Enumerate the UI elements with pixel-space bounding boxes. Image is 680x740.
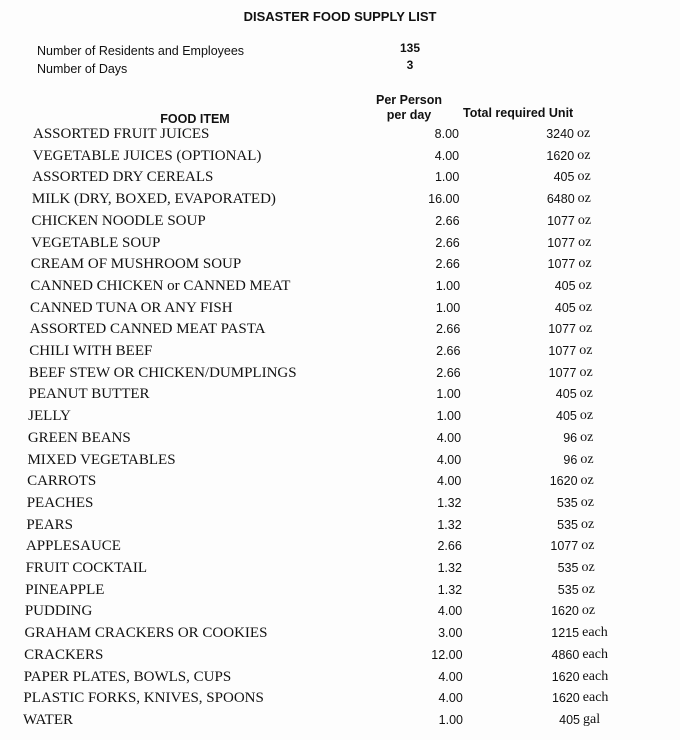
food-item-name: VEGETABLE JUICES (OPTIONAL): [32, 147, 262, 164]
unit-value: gal: [583, 711, 601, 727]
header-unit: Unit: [548, 106, 574, 120]
table-row: [0, 191, 680, 213]
food-item-name: CHICKEN NOODLE SOUP: [31, 212, 206, 229]
per-person-value: 4.00: [437, 474, 462, 489]
table-row: [0, 408, 680, 430]
food-item-name: PEACHES: [26, 494, 94, 511]
food-item-name: ASSORTED DRY CEREALS: [32, 169, 214, 186]
total-required-value: 405: [554, 278, 576, 293]
table-row: [0, 452, 680, 474]
food-item-name: PAPER PLATES, BOWLS, CUPS: [23, 668, 232, 685]
unit-value: oz: [578, 277, 592, 293]
header-food-item: FOOD ITEM: [160, 112, 230, 126]
total-required-value: 1077: [547, 257, 576, 272]
per-person-value: 1.00: [435, 300, 461, 315]
food-item-name: CANNED TUNA OR ANY FISH: [30, 299, 233, 316]
table-row: [0, 538, 680, 560]
table-row: [0, 213, 680, 235]
per-person-value: 1.32: [437, 517, 462, 532]
unit-value: oz: [577, 126, 591, 141]
header-total-unit: [463, 106, 573, 121]
unit-value: oz: [580, 473, 594, 489]
unit-value: each: [582, 646, 608, 662]
header-per-person: [368, 93, 450, 123]
unit-value: oz: [581, 603, 596, 619]
table-row: [0, 473, 680, 495]
unit-value: oz: [579, 343, 593, 358]
per-person-value: 3.00: [438, 626, 463, 641]
food-item-name: CREAM OF MUSHROOM SOUP: [30, 256, 242, 273]
food-item-name: CHILI WITH BEEF: [29, 343, 153, 359]
per-person-value: 1.00: [436, 409, 461, 424]
table-row: [0, 603, 680, 625]
per-person-value: 1.00: [434, 170, 460, 185]
table-row: [0, 690, 680, 712]
total-required-value: 405: [554, 300, 576, 315]
unit-value: oz: [579, 321, 593, 337]
total-required-value: 1620: [546, 148, 575, 163]
total-required-value: 1077: [548, 344, 577, 358]
total-required-value: 3240: [546, 127, 574, 141]
page-title: DISASTER FOOD SUPPLY LIST: [243, 9, 437, 24]
food-item-name: PEARS: [26, 516, 74, 533]
per-person-value: 4.00: [436, 430, 462, 445]
per-person-value: 4.00: [436, 452, 462, 467]
total-required-value: 1620: [551, 604, 579, 619]
per-person-value: 16.00: [428, 192, 460, 207]
food-item-name: APPLESAUCE: [25, 538, 121, 555]
total-required-value: 1077: [548, 322, 576, 337]
per-person-value: 12.00: [431, 647, 463, 662]
table-row: [0, 235, 680, 257]
total-required-value: 1620: [551, 691, 580, 706]
per-person-value: 2.66: [435, 213, 460, 228]
total-required-value: 405: [555, 387, 577, 402]
days-label: Number of Days: [37, 62, 128, 76]
unit-value: oz: [580, 451, 594, 467]
table-row: [0, 148, 680, 170]
total-required-value: 405: [559, 712, 580, 727]
per-person-value: 2.66: [436, 365, 461, 380]
total-required-value: 535: [557, 517, 578, 532]
table-row: [0, 386, 680, 408]
per-person-value: 4.00: [437, 604, 463, 619]
total-required-value: 1077: [548, 365, 577, 380]
food-item-name: ASSORTED FRUIT JUICES: [33, 126, 210, 142]
header-per-person-line2: per day: [386, 108, 432, 122]
table-row: [0, 300, 680, 322]
total-required-value: 1620: [551, 669, 580, 684]
unit-value: oz: [577, 169, 591, 185]
table-row: [0, 517, 680, 539]
unit-value: oz: [578, 234, 592, 250]
food-item-name: FRUIT COCKTAIL: [25, 560, 148, 576]
unit-value: oz: [577, 191, 591, 207]
total-required-value: 96: [563, 452, 578, 467]
food-item-name: PLASTIC FORKS, KNIVES, SPOONS: [23, 690, 264, 707]
per-person-value: 1.00: [435, 278, 461, 293]
food-item-name: CARROTS: [27, 473, 97, 490]
table-row: [0, 321, 680, 343]
per-person-value: 8.00: [434, 127, 459, 141]
food-item-name: PUDDING: [24, 603, 93, 620]
table-row: [0, 365, 680, 387]
unit-value: oz: [581, 560, 595, 575]
unit-value: oz: [577, 147, 591, 163]
total-required-value: 405: [556, 409, 577, 424]
days-value: 3: [406, 58, 414, 72]
unit-value: oz: [579, 364, 593, 380]
unit-value: oz: [580, 429, 594, 445]
food-item-name: CRACKERS: [24, 646, 104, 663]
unit-value: oz: [581, 516, 595, 532]
per-person-value: 2.66: [435, 235, 460, 250]
food-item-name: VEGETABLE SOUP: [31, 234, 161, 251]
unit-value: oz: [577, 212, 592, 228]
table-row: [0, 430, 680, 452]
table-row: [0, 495, 680, 517]
total-required-value: 535: [557, 561, 579, 575]
residents-label: Number of Residents and Employees: [37, 44, 245, 58]
table-row: [0, 256, 680, 278]
food-item-name: JELLY: [28, 408, 71, 425]
table-row: [0, 712, 680, 734]
table-row: [0, 647, 680, 669]
per-person-value: 2.66: [435, 257, 460, 272]
unit-value: oz: [578, 256, 592, 272]
food-item-name: WATER: [23, 711, 73, 728]
unit-value: oz: [581, 538, 595, 554]
table-row: [0, 126, 680, 148]
food-item-name: ASSORTED CANNED MEAT PASTA: [29, 321, 266, 338]
food-item-name: BEEF STEW OR CHICKEN/DUMPLINGS: [28, 364, 297, 381]
unit-value: oz: [580, 494, 594, 510]
per-person-value: 1.32: [437, 495, 462, 510]
food-item-name: MILK (DRY, BOXED, EVAPORATED): [31, 191, 276, 208]
unit-value: each: [582, 668, 609, 684]
header-total-required: Total required: [463, 106, 546, 120]
table-row: [0, 582, 680, 604]
per-person-value: 2.66: [435, 322, 461, 337]
table-row: [0, 278, 680, 300]
per-person-value: 1.32: [437, 561, 462, 575]
food-item-name: GRAHAM CRACKERS OR COOKIES: [24, 625, 268, 642]
table-row: [0, 669, 680, 691]
total-required-value: 535: [557, 582, 579, 597]
table-row: [0, 560, 680, 582]
food-item-name: CANNED CHICKEN or CANNED MEAT: [30, 277, 291, 294]
total-required-value: 405: [553, 170, 575, 185]
table-row: [0, 343, 680, 365]
unit-value: oz: [579, 386, 593, 402]
per-person-value: 1.00: [436, 387, 461, 402]
food-item-name: PEANUT BUTTER: [28, 386, 150, 403]
table-row: [0, 625, 680, 647]
total-required-value: 96: [563, 430, 578, 445]
food-item-name: MIXED VEGETABLES: [27, 451, 176, 468]
per-person-value: 2.66: [437, 539, 462, 554]
per-person-value: 4.00: [438, 669, 463, 684]
unit-value: oz: [579, 408, 594, 424]
unit-value: oz: [581, 581, 595, 597]
total-required-value: 1077: [550, 539, 579, 554]
header-per-person-line1: Per Person: [375, 93, 442, 107]
table-row: [0, 169, 680, 191]
unit-value: oz: [578, 299, 592, 315]
total-required-value: 535: [556, 495, 578, 510]
total-required-value: 4860: [551, 647, 580, 662]
total-required-value: 1077: [547, 213, 575, 228]
food-item-name: PINEAPPLE: [25, 581, 105, 598]
food-item-name: GREEN BEANS: [27, 429, 131, 446]
per-person-value: 2.66: [436, 344, 461, 358]
total-required-value: 6480: [546, 192, 575, 207]
per-person-value: 4.00: [438, 691, 463, 706]
total-required-value: 1215: [551, 626, 580, 641]
per-person-value: 1.00: [438, 712, 463, 727]
total-required-value: 1077: [547, 235, 576, 250]
per-person-value: 4.00: [434, 148, 460, 163]
per-person-value: 1.32: [437, 582, 463, 597]
residents-value: 135: [399, 41, 421, 55]
total-required-value: 1620: [549, 474, 578, 489]
unit-value: each: [582, 690, 609, 706]
unit-value: each: [582, 625, 608, 641]
